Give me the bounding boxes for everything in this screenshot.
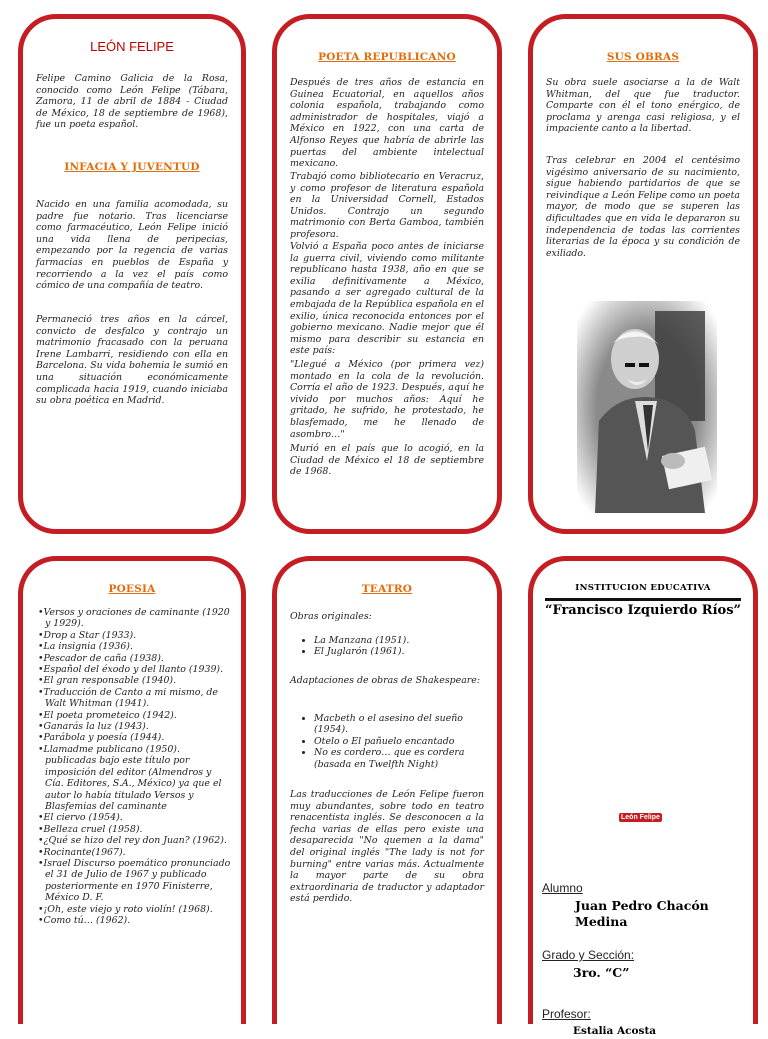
traducciones-paragraph: Las traducciones de León Felipe fueron muy abundantes, sobre todo en teatro renacentista inglés. Se desconocen a la fecha varias de ellas pero existe una desaparecida "No quemen a la dama" del original inglés "The lady is not for burning" entre varias más. Actualmente la mayor parte de su obra extraordinaria de traductor y adaptador está perdido. [290, 789, 484, 905]
panel-leon-felipe [18, 14, 246, 534]
list-item: • El Juglarón (1961). [314, 646, 484, 657]
list-item: • El gran responsable (1940). [37, 675, 233, 686]
list-item: • Llamadme publicano (1950). publicadas bajo este título por imposición del editor (Almendros y Cía. Editores, S.A., México) ya que el autor lo había titulado Versos y Blasfemias del caminante [37, 744, 233, 812]
list-item: • Traducción de Canto a mi mismo, de Walt Whitman (1941). [37, 687, 233, 710]
grade-value: 3ro. “C” [573, 965, 630, 980]
obras-paragraph-1: Su obra suele asociarse a la de Walt Whitman, del que fue traductor. Comparte con él el tono enérgico, de proclama y arenga casi religiosa, y el impaciente canto a la libertad. [546, 77, 740, 135]
republicano-paragraph-4: Murió en el país que lo acogió, en la Ciudad de México el 18 de septiembre de 1968. [290, 443, 484, 478]
panel-poesia [18, 556, 246, 1024]
panel-sus-obras [528, 14, 758, 534]
list-item: • El ciervo (1954). [37, 812, 233, 823]
section-title-infancia: INFACIA Y JUVENTUD [64, 161, 200, 173]
student-name: Juan Pedro Chacón Medina [575, 898, 709, 929]
list-item: • Macbeth o el asesino del sueño (1954). [314, 713, 484, 736]
list-item: • La insignia (1936). [37, 641, 233, 652]
poesia-list [29, 607, 233, 926]
list-item: • Otelo o El pañuelo encantado [314, 736, 484, 747]
originals-list [290, 635, 484, 658]
teacher-name: Estalia Acosta [573, 1025, 657, 1037]
page-title: LEÓN FELIPE [90, 39, 174, 54]
panel-cover [528, 556, 758, 1037]
republicano-paragraph-1: Después de tres años de estancia en Guinea Ecuatorial, en aquellos años colonia española, trabajando como administrador de hospitales, viajó a México en 1922, con una carta de Alfonso Reyes que habría de abrirle las puertas del ambiente intelectual mexicano. [290, 77, 484, 170]
list-item: • El poeta prometeico (1942). [37, 710, 233, 721]
list-item: • Belleza cruel (1958). [37, 824, 233, 835]
list-item: • Ganarás la luz (1943). [37, 721, 233, 732]
section-title-poesia: POESIA [108, 583, 156, 595]
panel-teatro [272, 556, 502, 1024]
institution-label: INSTITUCION EDUCATIVA [575, 583, 711, 593]
divider [545, 598, 741, 601]
infancia-paragraph-2: Permaneció tres años en la cárcel, convicto de desfalco y contrajo un matrimonio fracasado con la peruana Irene Lambarri, residiendo con ella en Barcelona. Su vida bohemia le sumió en una situación económicamente complicada hacia 1919, cuando iniciaba su obra poética en Madrid. [36, 314, 228, 407]
list-item: • Parábola y poesía (1944). [37, 732, 233, 743]
list-item: • Versos y oraciones de caminante (1920 y 1929). [37, 607, 233, 630]
list-item: • No es cordero… que es cordera (basada en Twelfth Night) [314, 747, 484, 770]
list-item: • ¿Qué se hizo del rey don Juan? (1962). [37, 835, 233, 846]
adaptations-list [290, 713, 484, 770]
list-item: • Rocinante(1967). [37, 847, 233, 858]
intro-paragraph: Felipe Camino Galicia de la Rosa, conocido como León Felipe (Tábara, Zamora, 11 de abril de 1884 - Ciudad de México, 18 de septiembre de 1968), fue un poeta español. [36, 73, 228, 131]
panel-poeta-republicano [272, 14, 502, 534]
teacher-label: Profesor: [542, 1007, 591, 1021]
adaptations-label: Adaptaciones de obras de Shakespeare: [290, 675, 480, 686]
infancia-paragraph-1: Nacido en una familia acomodada, su padre fue notario. Tras licenciarse como farmacéutico, León Felipe inició una vida llena de peripecias, empezando por la regencia de varias farmacias en pueblos de España y recorriendo a la vez el país como cómico de una compañía de teatro. [36, 199, 228, 292]
section-title-teatro: TEATRO [361, 583, 413, 595]
leon-felipe-portrait [577, 301, 717, 513]
list-item: • Drop a Star (1933). [37, 630, 233, 641]
list-item: • ¡Oh, este viejo y roto violín! (1968). [37, 904, 233, 915]
list-item: • Pescador de caña (1938). [37, 653, 233, 664]
name-tag: León Felipe [621, 814, 660, 821]
mexico-quote: "Llegué a México (por primera vez) montado en la cola de la revolución. Corría el año de 1923. Después, aquí he vivido por muchos años: Aquí he gritado, he sufrido, he protestado, he blasfemado, me he llenado de asombro…" [290, 359, 484, 440]
originals-label: Obras originales: [290, 611, 372, 622]
obras-paragraph-2: Tras celebrar en 2004 el centésimo vigésimo aniversario de su nacimiento, sigue habiendo partidarios de que se reivindique a León Felipe como un poeta mayor, de modo que se superen las dificultades que en vida le depararon su independencia de todas las corrientes literarias de la época y su condición de exiliado. [546, 155, 741, 259]
section-title-poeta-republicano: POETA REPUBLICANO [318, 51, 456, 63]
institution-name: “Francisco Izquierdo Ríos” [544, 603, 742, 618]
list-item: • Español del éxodo y del llanto (1939). [37, 664, 233, 675]
section-title-sus-obras: SUS OBRAS [606, 51, 680, 63]
republicano-paragraph-2: Trabajó como bibliotecario en Veracruz, y como profesor de literatura española en la Universidad Cornell, Estados Unidos. Contrajo un segundo matrimonio con Berta Gamboa, también profesora. [290, 171, 484, 240]
student-label: Alumno [542, 881, 583, 895]
list-item: • La Manzana (1951). [314, 635, 484, 646]
grade-label: Grado y Sección: [542, 948, 635, 962]
list-item: • Como tú… (1962). [37, 915, 233, 926]
list-item: • Israel Discurso poemático pronunciado el 31 de Julio de 1967 y publicado posteriormente en 1970 Finisterre, México D. F. [37, 858, 233, 904]
republicano-paragraph-3: Volvió a España poco antes de iniciarse la guerra civil, viviendo como militante republicano hasta 1938, año en que se exilia definitivamente a México, pasando a ser agregado cultural de la embajada de la República española en el exilio, única reconocida entonces por el gobierno mexicano. Nadie mejor que él mismo para describir su estancia en este país: [290, 241, 484, 357]
